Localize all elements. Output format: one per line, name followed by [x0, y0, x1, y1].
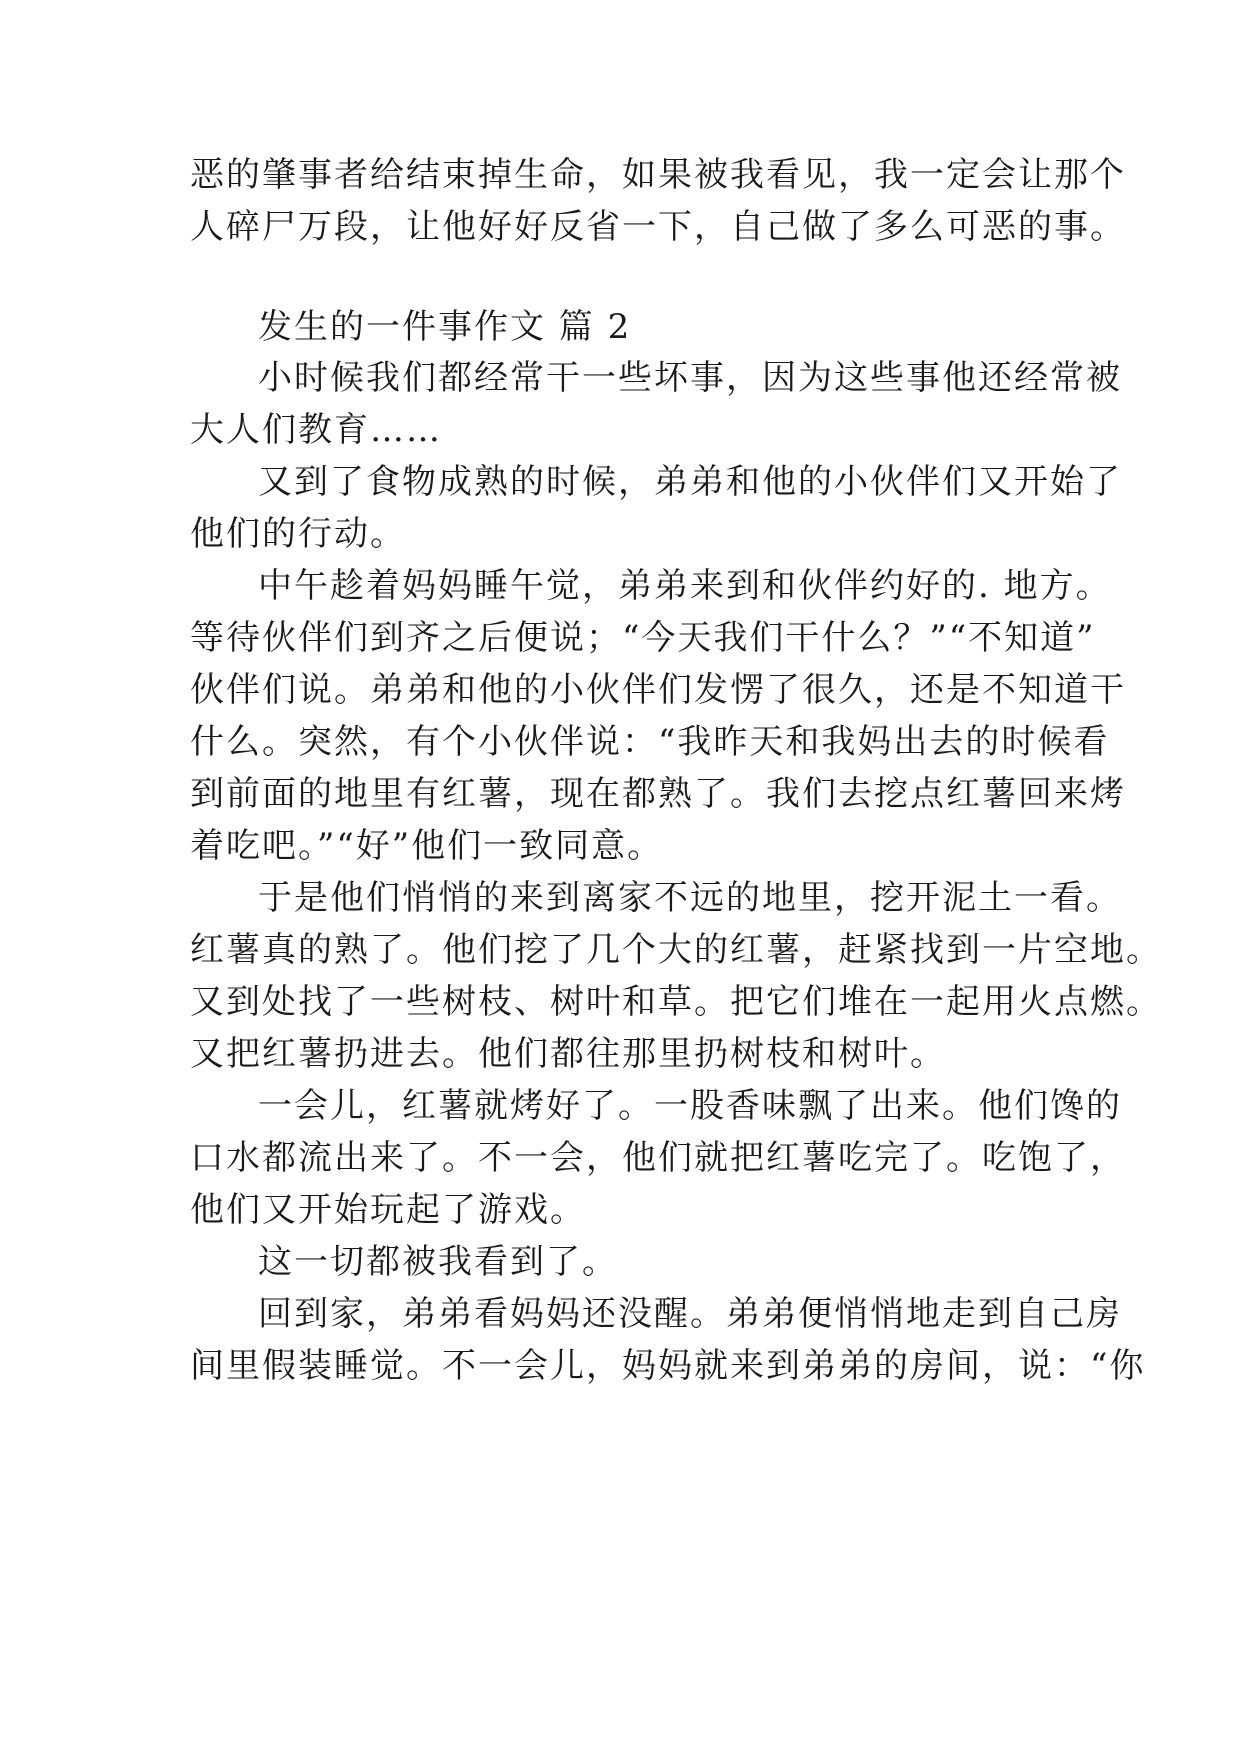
text-line: 大人们教育……	[190, 410, 442, 450]
text-line: 中午趁着妈妈睡午觉，弟弟来到和伙伴约好的. 地方。	[258, 566, 1112, 606]
text-line: 什么。突然，有个小伙伴说：“我昨天和我妈出去的时候看	[190, 722, 1110, 762]
section-heading: 发生的一件事作文 篇 2	[258, 307, 632, 347]
text-line: 等待伙伴们到齐之后便说；“今天我们干什么？”“不知道”	[190, 618, 1096, 658]
text-line: 回到家，弟弟看妈妈还没醒。弟弟便悄悄地走到自己房	[258, 1294, 1122, 1334]
text-line: 恶的肇事者给结束掉生命，如果被我看见，我一定会让那个	[190, 155, 1126, 195]
text-line: 他们的行动。	[190, 514, 406, 554]
text-line: 又把红薯扔进去。他们都往那里扔树枝和树叶。	[190, 1034, 946, 1074]
text-line: 人碎尸万段，让他好好反省一下，自己做了多么可恶的事。	[190, 207, 1126, 247]
text-line: 又到处找了一些树枝、树叶和草。把它们堆在一起用火点燃。	[190, 982, 1162, 1022]
text-line: 这一切都被我看到了。	[258, 1242, 618, 1282]
text-line: 伙伴们说。弟弟和他的小伙伴们发愣了很久，还是不知道干	[190, 670, 1126, 710]
text-line: 红薯真的熟了。他们挖了几个大的红薯，赶紧找到一片空地。	[190, 930, 1162, 970]
text-line: 间里假装睡觉。不一会儿，妈妈就来到弟弟的房间，说：“你	[190, 1346, 1146, 1386]
text-line: 他们又开始玩起了游戏。	[190, 1190, 586, 1230]
text-line: 又到了食物成熟的时候，弟弟和他的小伙伴们又开始了	[258, 462, 1122, 502]
text-line: 着吃吧。”“好”他们一致同意。	[190, 826, 664, 866]
text-line: 一会儿，红薯就烤好了。一股香味飘了出来。他们馋的	[258, 1086, 1122, 1126]
text-line: 到前面的地里有红薯，现在都熟了。我们去挖点红薯回来烤	[190, 774, 1126, 814]
text-line: 于是他们悄悄的来到离家不远的地里，挖开泥土一看。	[258, 878, 1122, 918]
text-line: 口水都流出来了。不一会，他们就把红薯吃完了。吃饱了，	[190, 1138, 1126, 1178]
text-line: 小时候我们都经常干一些坏事，因为这些事他还经常被	[258, 358, 1122, 398]
